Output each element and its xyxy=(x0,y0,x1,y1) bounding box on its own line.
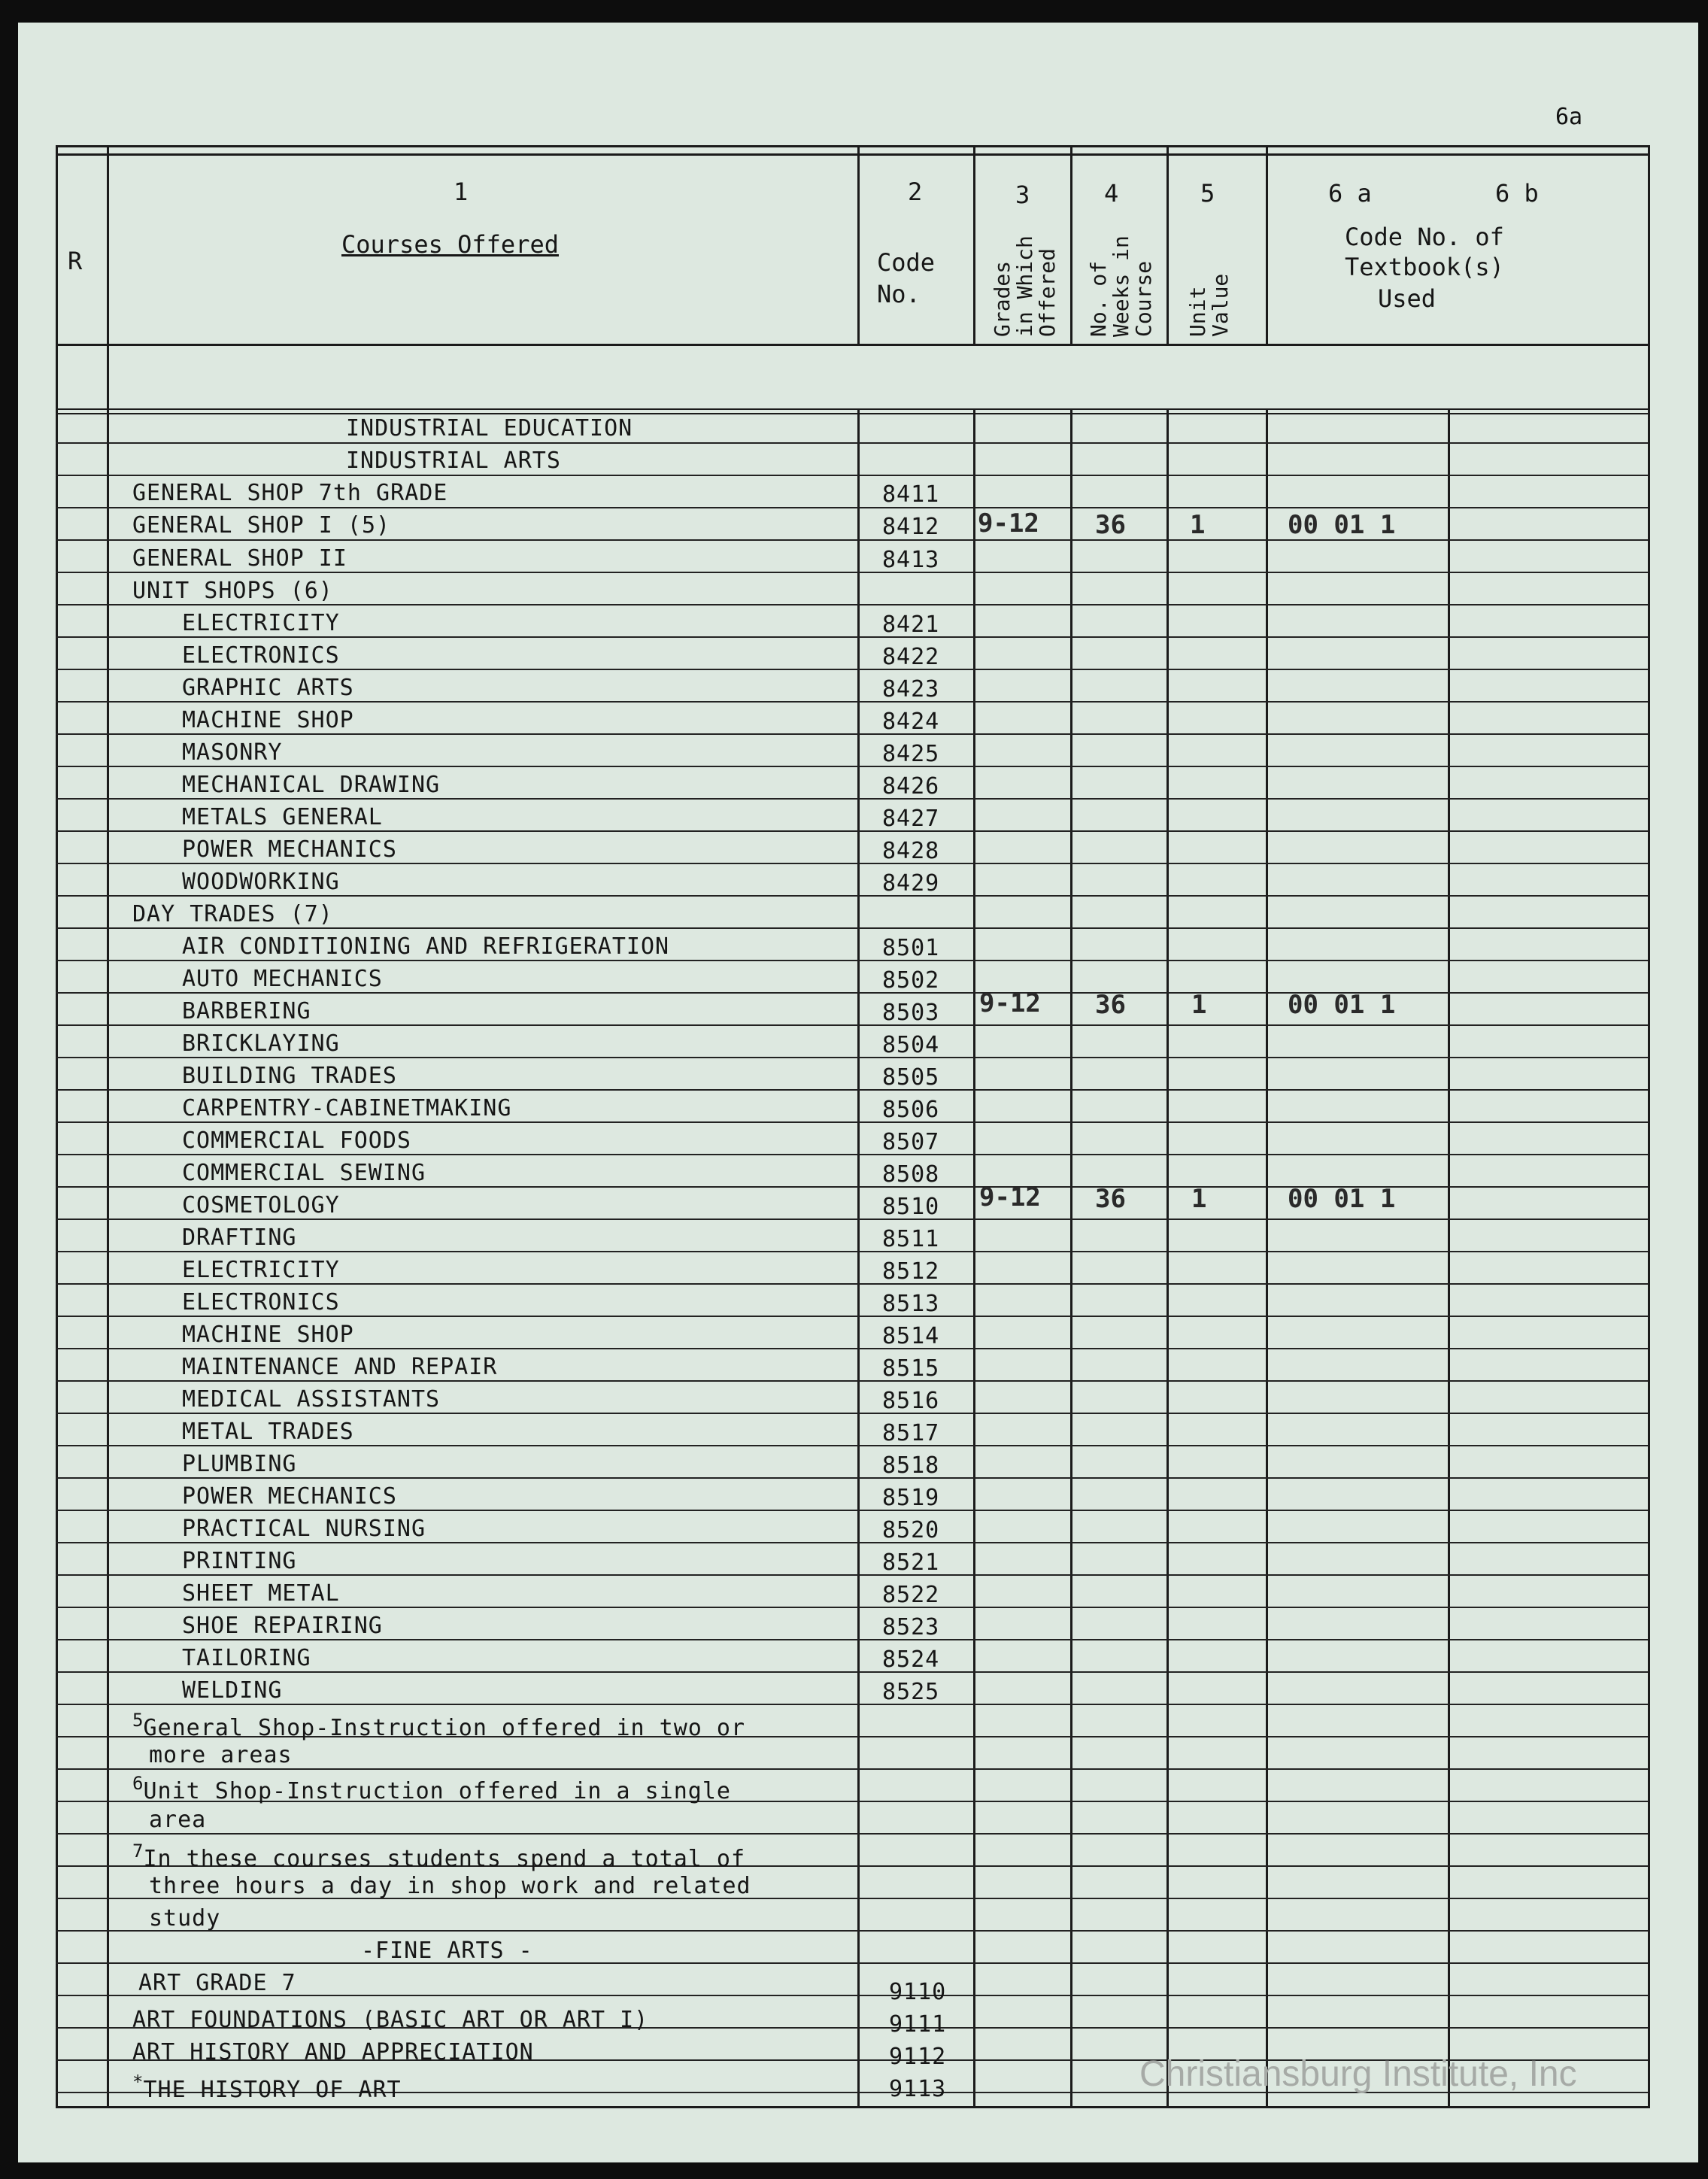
header-unit-value: Unit Value xyxy=(1185,273,1233,337)
course-code: 8522 xyxy=(882,1582,940,1608)
col-divider-r xyxy=(107,145,109,2106)
course-code: 8425 xyxy=(882,741,940,767)
row-rule xyxy=(56,1607,1648,1608)
fine-arts-heading: -FINE ARTS - xyxy=(361,1938,533,1964)
footnote-7 xyxy=(132,1841,745,1872)
row-rule xyxy=(56,992,1648,994)
row-rule xyxy=(56,669,1648,670)
row-rule xyxy=(56,572,1648,573)
row-rule xyxy=(56,1413,1648,1414)
course-table xyxy=(56,145,1650,2108)
course-code: 8524 xyxy=(882,1646,940,1673)
row-rule xyxy=(56,507,1648,508)
course-name: METALS GENERAL xyxy=(182,804,383,830)
course-name: PRINTING xyxy=(182,1548,297,1574)
course-name: MACHINE SHOP xyxy=(182,707,354,733)
course-name: ELECTRICITY xyxy=(182,1257,340,1283)
course-code: 8525 xyxy=(882,1679,940,1705)
textbook-code: 00 01 1 xyxy=(1288,1184,1396,1214)
body-top-rule xyxy=(56,408,1648,414)
course-code: 8508 xyxy=(882,1161,940,1188)
row-rule xyxy=(56,1833,1648,1835)
course-name: SHEET METAL xyxy=(182,1580,340,1607)
course-name: POWER MECHANICS xyxy=(182,1483,397,1510)
header-grades-offered: Grades in Which Offered xyxy=(990,235,1060,337)
footnote-5 xyxy=(132,1710,745,1741)
textbook-code: 00 01 1 xyxy=(1288,510,1396,540)
course-name: BUILDING TRADES xyxy=(182,1063,397,1089)
course-code: 8521 xyxy=(882,1549,940,1576)
row-rule xyxy=(56,1154,1648,1155)
course-code: 8518 xyxy=(882,1452,940,1479)
course-name: DAY TRADES (7) xyxy=(132,901,333,927)
asterisk-mark: * xyxy=(132,2071,144,2093)
footnote-mark: 6 xyxy=(132,1773,144,1794)
unit-value: 1 xyxy=(1190,510,1206,540)
header-col6a-number: 6 a xyxy=(1328,179,1372,208)
section-heading: INDUSTRIAL EDUCATION xyxy=(346,415,633,442)
row-rule xyxy=(56,1639,1648,1640)
row-rule xyxy=(56,1186,1648,1188)
col-divider-1-top xyxy=(857,145,860,344)
course-name: MECHANICAL DRAWING xyxy=(182,772,441,798)
header-col1-number: 1 xyxy=(454,178,469,206)
row-rule xyxy=(56,733,1648,735)
course-name: ELECTRICITY xyxy=(182,610,340,636)
row-rule xyxy=(56,960,1648,961)
footnote-5-line2: more areas xyxy=(149,1742,293,1768)
course-name: MAINTENANCE AND REPAIR xyxy=(182,1354,498,1380)
course-name: GENERAL SHOP I (5) xyxy=(132,512,391,539)
course-name: ART GRADE 7 xyxy=(138,1970,296,1996)
course-code: 8411 xyxy=(882,481,940,508)
footnote-mark: 5 xyxy=(132,1710,144,1731)
unit-value: 1 xyxy=(1191,990,1207,1020)
col-divider-2 xyxy=(973,408,975,2106)
course-name: COSMETOLOGY xyxy=(182,1192,340,1218)
course-code: 8412 xyxy=(882,514,940,540)
row-rule xyxy=(56,539,1648,541)
header-col4-number: 4 xyxy=(1104,179,1119,208)
course-code: 9110 xyxy=(889,1979,947,2005)
course-code: 8506 xyxy=(882,1097,940,1123)
row-rule xyxy=(56,1542,1648,1543)
header-textbook-line2: Textbook(s) xyxy=(1345,253,1504,281)
table-top-rule xyxy=(56,145,1648,156)
col-divider-2-top xyxy=(973,145,975,344)
course-name: MACHINE SHOP xyxy=(182,1322,354,1348)
row-rule xyxy=(56,863,1648,864)
course-name: AIR CONDITIONING AND REFRIGERATION xyxy=(182,933,670,960)
col-divider-6 xyxy=(1448,408,1450,2106)
course-code: 8514 xyxy=(882,1323,940,1349)
row-rule xyxy=(56,1510,1648,1511)
row-rule xyxy=(56,604,1648,605)
course-code: 8520 xyxy=(882,1517,940,1543)
header-bottom-rule xyxy=(56,344,1648,346)
row-rule xyxy=(56,1962,1648,1964)
course-name: ELECTRONICS xyxy=(182,1289,340,1316)
row-rule xyxy=(56,1251,1648,1252)
course-code: 8505 xyxy=(882,1064,940,1091)
course-code: 9111 xyxy=(889,2011,947,2038)
row-rule xyxy=(56,701,1648,703)
row-rule xyxy=(56,1477,1648,1479)
course-name: POWER MECHANICS xyxy=(182,836,397,863)
row-rule xyxy=(56,1089,1648,1091)
header-col5-number: 5 xyxy=(1200,179,1215,208)
course-name: ART FOUNDATIONS (BASIC ART OR ART I) xyxy=(132,2007,649,2033)
col-divider-5-top xyxy=(1266,145,1268,344)
page-number: 6a xyxy=(1555,104,1583,130)
course-name: ELECTRONICS xyxy=(182,642,340,669)
course-name: SHOE REPAIRING xyxy=(182,1613,383,1639)
course-name: GENERAL SHOP 7th GRADE xyxy=(132,480,448,506)
grades-offered: 9-12 xyxy=(978,508,1039,539)
course-name: THE HISTORY OF ART xyxy=(143,2077,402,2103)
row-rule xyxy=(56,1057,1648,1058)
course-name: TAILORING xyxy=(182,1645,311,1671)
course-code: 8502 xyxy=(882,967,940,994)
grades-offered: 9-12 xyxy=(979,988,1041,1018)
row-rule xyxy=(56,1574,1648,1576)
header-textbook-line1: Code No. of xyxy=(1345,223,1504,251)
course-code: 9112 xyxy=(889,2044,947,2070)
course-code: 8511 xyxy=(882,1226,940,1252)
section-subheading: INDUSTRIAL ARTS xyxy=(346,448,561,474)
row-rule xyxy=(56,927,1648,929)
course-code: 8519 xyxy=(882,1485,940,1511)
course-name: MEDICAL ASSISTANTS xyxy=(182,1386,441,1413)
row-rule xyxy=(56,1121,1648,1123)
row-rule xyxy=(56,442,1648,444)
header-r: R xyxy=(68,247,83,275)
course-name-with-asterisk xyxy=(132,2071,402,2103)
course-code: 8501 xyxy=(882,935,940,961)
course-name: METAL TRADES xyxy=(182,1419,354,1445)
footnote-6 xyxy=(132,1773,731,1804)
course-code: 8513 xyxy=(882,1291,940,1317)
course-code: 8422 xyxy=(882,644,940,670)
course-name: COMMERCIAL SEWING xyxy=(182,1160,426,1186)
course-code: 8504 xyxy=(882,1032,940,1058)
course-name: BARBERING xyxy=(182,998,311,1024)
footnote-text: Unit Shop-Instruction offered in a single xyxy=(143,1778,731,1804)
course-code: 8427 xyxy=(882,806,940,832)
row-rule xyxy=(56,1930,1648,1932)
row-rule xyxy=(56,1704,1648,1705)
course-code: 8516 xyxy=(882,1388,940,1414)
course-code: 9113 xyxy=(889,2076,947,2102)
row-rule xyxy=(56,1768,1648,1770)
col-divider-4 xyxy=(1166,408,1169,2106)
course-code: 8428 xyxy=(882,838,940,864)
row-rule xyxy=(56,1024,1648,1026)
textbook-code: 00 01 1 xyxy=(1288,990,1396,1020)
course-code: 8503 xyxy=(882,1000,940,1026)
footnote-6-line2: area xyxy=(149,1807,207,1833)
row-rule xyxy=(56,1316,1648,1317)
row-rule xyxy=(56,798,1648,800)
course-code: 8510 xyxy=(882,1194,940,1220)
course-code: 8413 xyxy=(882,547,940,573)
row-rule xyxy=(56,1218,1648,1220)
course-name: AUTO MECHANICS xyxy=(182,966,383,992)
course-code: 8424 xyxy=(882,709,940,735)
course-name: MASONRY xyxy=(182,739,283,766)
col-divider-1 xyxy=(857,408,860,2106)
weeks-in-course: 36 xyxy=(1095,510,1126,540)
weeks-in-course: 36 xyxy=(1095,990,1126,1020)
footnote-mark: 7 xyxy=(132,1841,144,1862)
row-rule xyxy=(56,766,1648,767)
footnote-text: In these courses students spend a total of xyxy=(143,1846,746,1872)
header-code-label: Code xyxy=(877,248,936,277)
course-name: WELDING xyxy=(182,1677,283,1704)
course-code: 8423 xyxy=(882,676,940,703)
course-name: GENERAL SHOP II xyxy=(132,545,347,572)
row-rule xyxy=(56,636,1648,638)
row-rule xyxy=(56,1283,1648,1285)
grades-offered: 9-12 xyxy=(979,1182,1041,1212)
course-code: 8523 xyxy=(882,1614,940,1640)
course-name: COMMERCIAL FOODS xyxy=(182,1127,411,1154)
course-name: PLUMBING xyxy=(182,1451,297,1477)
header-col2-number: 2 xyxy=(908,178,923,206)
header-courses-offered: Courses Offered xyxy=(341,230,559,259)
watermark: Christiansburg Institute, Inc xyxy=(1139,2054,1577,2094)
header-no-label: No. xyxy=(877,280,921,308)
row-rule xyxy=(56,475,1648,476)
col-divider-3 xyxy=(1070,408,1072,2106)
course-name: ART HISTORY AND APPRECIATION xyxy=(132,2039,534,2065)
course-code: 8421 xyxy=(882,612,940,638)
course-code: 8507 xyxy=(882,1129,940,1155)
row-rule xyxy=(56,1445,1648,1446)
col-divider-5 xyxy=(1266,408,1268,2106)
header-col3-number: 3 xyxy=(1015,181,1030,209)
weeks-in-course: 36 xyxy=(1095,1184,1126,1214)
course-code: 8512 xyxy=(882,1258,940,1285)
course-name: WOODWORKING xyxy=(182,869,340,895)
course-name: GRAPHIC ARTS xyxy=(182,675,354,701)
course-code: 8515 xyxy=(882,1355,940,1382)
header-weeks-in-course: No. of Weeks in Course xyxy=(1086,235,1156,337)
row-rule xyxy=(56,1380,1648,1382)
course-code: 8429 xyxy=(882,870,940,897)
col-divider-3-top xyxy=(1070,145,1072,344)
unit-value: 1 xyxy=(1191,1184,1207,1214)
row-rule xyxy=(56,895,1648,897)
header-col6b-number: 6 b xyxy=(1495,179,1539,208)
row-rule xyxy=(56,1671,1648,1673)
course-code: 8517 xyxy=(882,1420,940,1446)
course-name: DRAFTING xyxy=(182,1225,297,1251)
footnote-text: General Shop-Instruction offered in two or xyxy=(143,1715,746,1741)
course-name: CARPENTRY-CABINETMAKING xyxy=(182,1095,512,1121)
header-textbook-line3: Used xyxy=(1378,284,1436,313)
row-rule xyxy=(56,830,1648,832)
row-rule xyxy=(56,1348,1648,1349)
col-divider-4-top xyxy=(1166,145,1169,344)
footnote-7-line3: study xyxy=(149,1905,221,1932)
course-code: 8426 xyxy=(882,773,940,800)
footnote-7-line2: three hours a day in shop work and related xyxy=(149,1873,751,1899)
course-name: UNIT SHOPS (6) xyxy=(132,578,333,604)
course-name: BRICKLAYING xyxy=(182,1030,340,1057)
course-name: PRACTICAL NURSING xyxy=(182,1516,426,1542)
